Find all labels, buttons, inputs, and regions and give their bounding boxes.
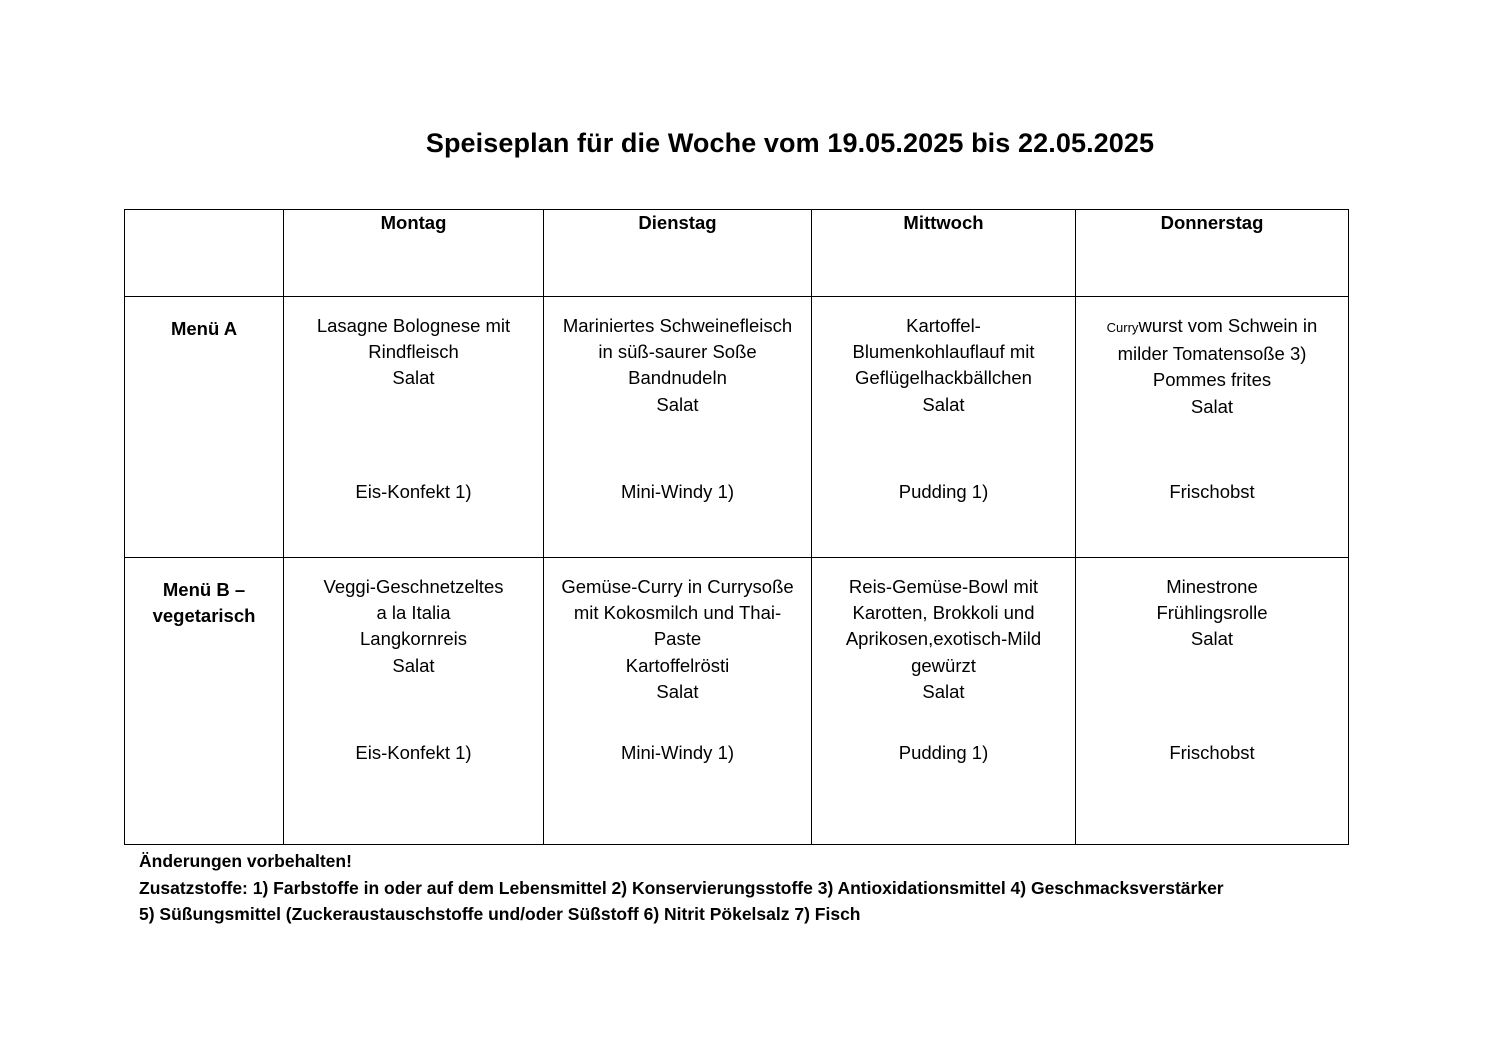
dish-line: milder Tomatensoße 3) [1117,343,1307,365]
dessert: Frischobst [1169,742,1255,763]
dish-line: in süß-saurer Soße [598,341,757,363]
dish-line: Karotten, Brokkoli und [852,602,1035,624]
page-title: Speiseplan für die Woche vom 19.05.2025 bis 22.05.2025 [425,128,1155,158]
menu-a-row [125,297,1349,558]
menu-b-donnerstag [1076,558,1349,845]
day-header-dienstag: Dienstag [544,210,812,297]
dish-line: a la Italia [376,602,451,624]
menu-a-label: Menü A [125,297,284,558]
dish-line: Salat [1190,395,1234,417]
dish-line: Rindfleisch [368,341,459,363]
dish-line: Salat [656,393,699,415]
menu-a-donnerstag [1076,297,1349,558]
dish-line: Langkornreis [360,628,467,650]
dish-line: Kartoffel- [906,315,981,336]
dish-line: Lasagne Bolognese mit [316,315,511,336]
dessert: Frischobst [1169,481,1255,502]
dish-line: Minestrone [1166,576,1258,597]
footer-notes [139,848,1389,928]
dish-line: Geflügelhackbällchen [855,367,1032,389]
menu-b-row [125,558,1349,845]
dish-line: Salat [392,654,435,676]
dish-line: Salat [1190,628,1234,650]
corner-cell [125,210,284,297]
additives-line-2: 5) Süßungsmittel (Zuckeraustauschstoffe und/oder Süßstoff 6) Nitrit Pökelsalz 7) Fisch [139,904,861,924]
dish-line: Salat [656,680,699,702]
day-header-mittwoch: Mittwoch [812,210,1076,297]
dessert: Eis-Konfekt 1) [355,742,472,763]
dish-line: Pommes frites [1152,369,1272,391]
dish-line: Reis-Gemüse-Bowl mit [848,576,1039,597]
dish-line: Blumenkohlauflauf mit [852,341,1035,363]
dish-line: Currywurst vom Schwein in [1106,315,1318,336]
dish-line: Gemüse-Curry in Currysoße [561,576,794,597]
dish-line: gewürzt [911,654,976,676]
changes-notice: Änderungen vorbehalten! [139,851,352,871]
dish-line: Salat [922,680,965,702]
dish-line: Aprikosen,exotisch-Mild [845,628,1042,650]
dish-line: Mariniertes Schweinefleisch [562,315,793,336]
menu-a-dienstag [544,297,812,558]
menu-b-dienstag [544,558,812,845]
dish-line: Kartoffelrösti [625,654,730,676]
menu-a-montag [284,297,544,558]
dessert: Pudding 1) [898,742,989,763]
dish-line: Paste [653,628,702,650]
dessert: Mini-Windy 1) [620,481,735,502]
dish-line: Bandnudeln [628,367,727,389]
menu-table [124,209,1349,845]
dish-line: mit Kokosmilch und Thai- [573,602,782,624]
menu-a-mittwoch [812,297,1076,558]
dish-line: Salat [392,367,435,389]
day-header-donnerstag: Donnerstag [1076,210,1349,297]
dessert: Pudding 1) [898,481,989,502]
dessert: Mini-Windy 1) [620,742,735,763]
day-header-montag: Montag [284,210,544,297]
menu-b-mittwoch [812,558,1076,845]
dessert: Eis-Konfekt 1) [355,481,472,502]
dish-line: Salat [922,393,965,415]
header-row [125,210,1349,297]
additives-line-1: Zusatzstoffe: 1) Farbstoffe in oder auf dem Lebensmittel 2) Konservierungsstoffe 3) Antioxidationsmittel 4) Geschmacksverstärker [139,877,1224,898]
dish-line: Veggi-Geschnetzeltes [323,576,504,597]
menu-b-label: Menü B – vegetarisch [125,558,284,845]
menu-b-montag [284,558,544,845]
dish-line: Frühlingsrolle [1156,602,1268,624]
